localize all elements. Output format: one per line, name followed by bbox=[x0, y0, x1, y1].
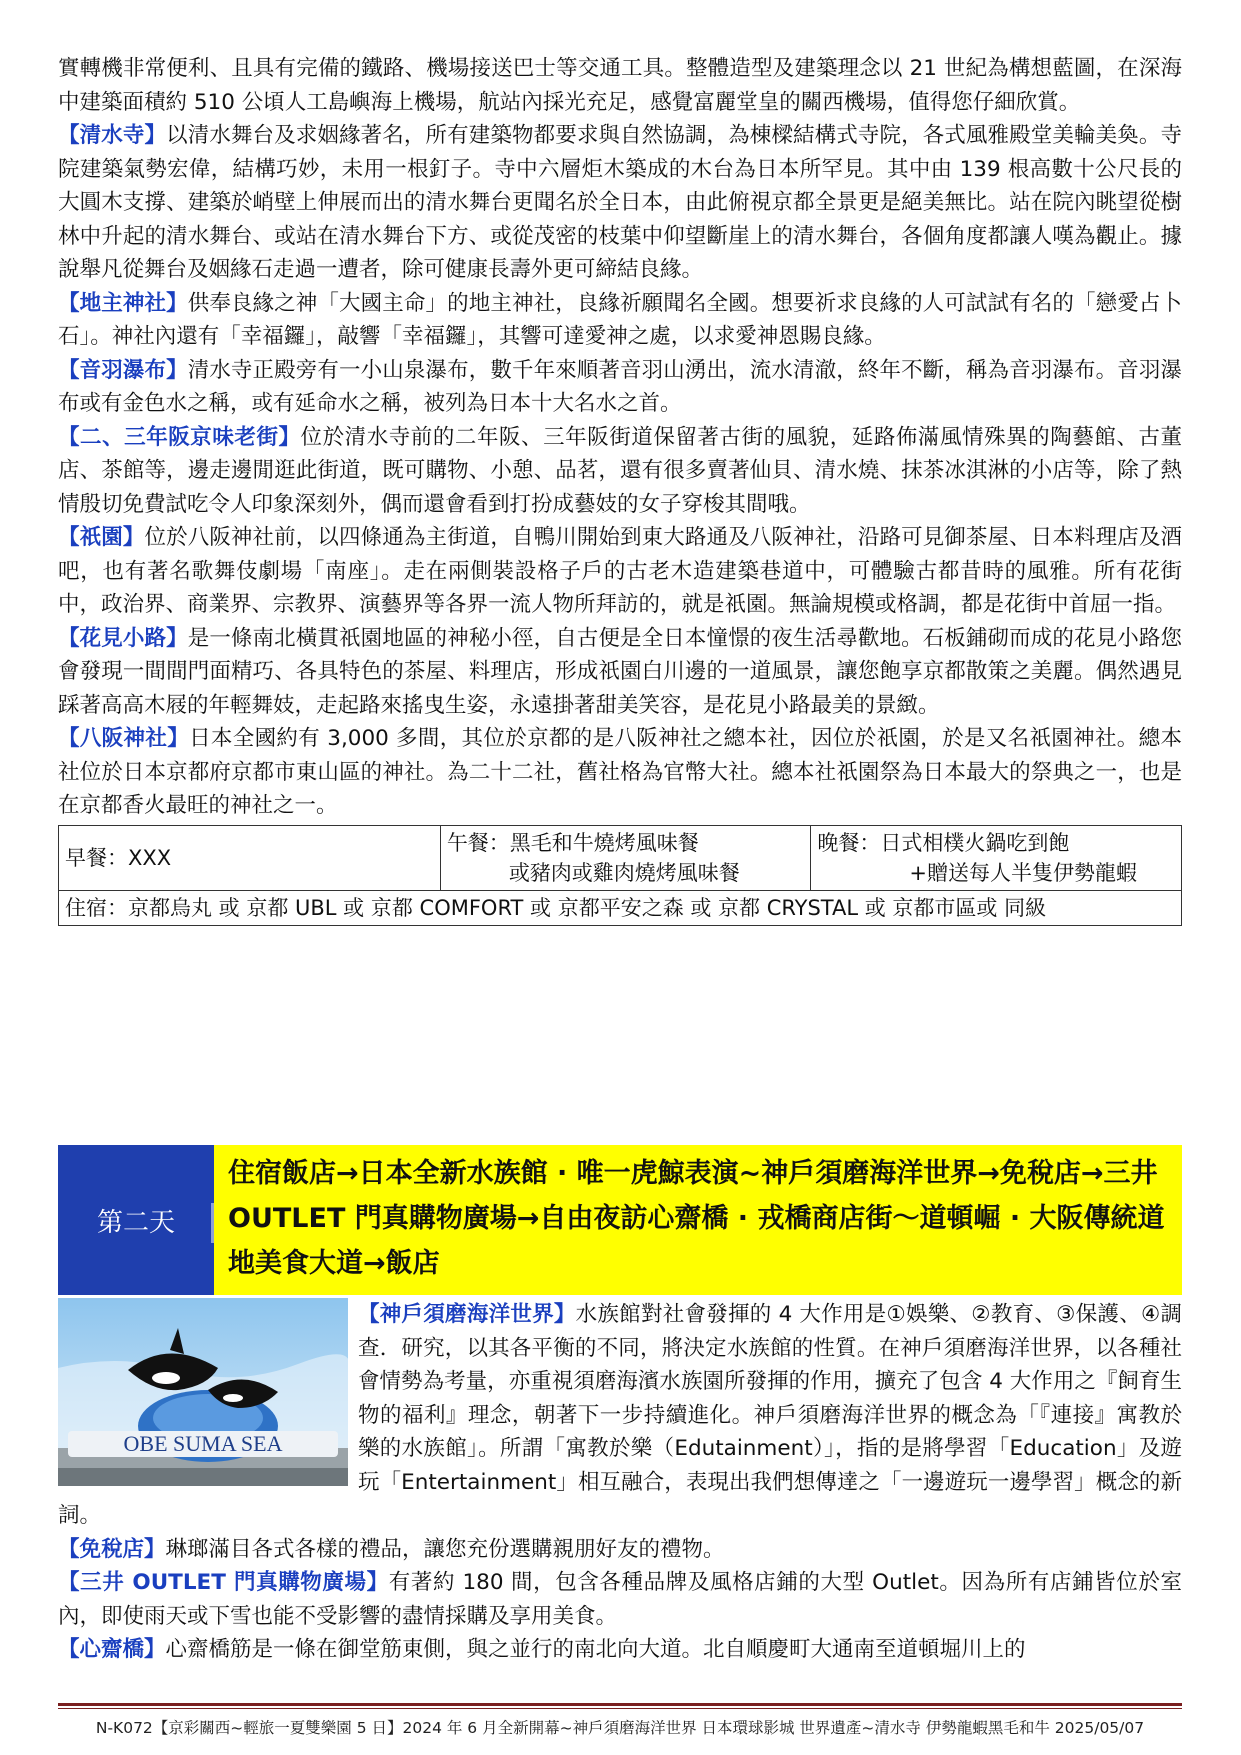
day1-content bbox=[58, 52, 1182, 926]
day-label bbox=[58, 1145, 214, 1295]
section-title: 【免稅店】 bbox=[58, 1536, 166, 1562]
photo-spacer bbox=[58, 1298, 358, 1496]
footer-divider bbox=[58, 1708, 1182, 1709]
lunch-line: 或豬肉或雞肉燒烤風味餐 bbox=[508, 860, 740, 885]
section-title: 【祇園】 bbox=[58, 525, 145, 550]
day2-banner bbox=[58, 1145, 1182, 1295]
lunch-line: 午餐：黑毛和牛燒烤風味餐 bbox=[446, 830, 699, 855]
lodging-cell: 住宿：京都烏丸 或 京都 UBL 或 京都 COMFORT 或 京都平安之森 或 京都 CRYSTAL 或 京都市區或 同級 bbox=[59, 890, 1182, 925]
section-title: 【花見小路】 bbox=[58, 625, 188, 651]
section-kiyomizu bbox=[58, 119, 1182, 287]
section-otowa bbox=[58, 354, 1182, 421]
section-text: 日本全國約有 3,000 多間，其位於京都的是八阪神社之總本社，因位於祇園，於是又名祇園神社。總本社位於日本京都府京都市東山區的神社。為二十二社，舊社格為官幣大社。總本社祇園祭為日本最大的祭典之一，也是在京都香火最旺的神社之一。 bbox=[58, 726, 1182, 818]
section-mitsui-outlet bbox=[58, 1566, 1182, 1633]
section-text: 位於八阪神社前，以四條通為主街道，自鴨川開始到東大路通及八阪神社，沿路可見御茶屋、日本料理店及酒吧，也有著名歌舞伎劇場「南座」。走在兩側裝設格子戶的古老木造建築巷道中，可體驗古都昔時的風雅。所有花街中，政治界、商業界、宗教界、演藝界等各界一流人物所拜訪的，就是祇園。無論規模或格調，都是花街中首屈一指。 bbox=[58, 525, 1182, 617]
meals-table bbox=[58, 825, 1182, 926]
section-title: 【八阪神社】 bbox=[58, 726, 190, 751]
footer-divider bbox=[58, 1703, 1182, 1706]
section-yasaka bbox=[58, 722, 1182, 823]
section-title: 【二、三年阪京味老街】 bbox=[58, 424, 301, 450]
day-label-text: 第二天 bbox=[96, 1207, 175, 1238]
section-text: 清水寺正殿旁有一小山泉瀑布，數千年來順著音羽山湧出，流水清澈，終年不斷，稱為音羽瀑布。音羽瀑布或有金色水之稱，或有延命水之稱，被列為日本十大名水之首。 bbox=[58, 357, 1182, 416]
section-text: 供奉良緣之神「大國主命」的地主神社，良緣祈願聞名全國。想要祈求良緣的人可試試有名的「戀愛占卜石」。神社內還有「幸福鑼」，敲響「幸福鑼」，其響可達愛神之處，以求愛神恩賜良緣。 bbox=[58, 290, 1182, 349]
section-title: 【三井 OUTLET 門真購物廣場】 bbox=[58, 1570, 389, 1595]
section-text: 有著約 180 間，包含各種品牌及風格店鋪的大型 Outlet。因為所有店鋪皆位於室內，即使雨天或下雪也能不受影響的盡情採購及享用美食。 bbox=[58, 1570, 1182, 1629]
section-text: 心齋橋筋是一條在御堂筋東側，與之並行的南北向大道。北自順慶町大通南至道頓堀川上的 bbox=[165, 1637, 1026, 1662]
section-jishu bbox=[58, 287, 1182, 354]
section-title: 【心齋橋】 bbox=[58, 1637, 166, 1662]
section-title: 【地主神社】 bbox=[58, 290, 188, 316]
page-footer: N-K072【京彩關西~輕旅一夏雙樂園 5 日】2024 年 6 月全新開幕~神戶須磨海洋世界 日本環球影城 世界遺產~清水寺 伊勢龍蝦黑毛和牛 2025/05/07 bbox=[95, 1719, 1145, 1737]
section-title: 【神戶須磨海洋世界】 bbox=[358, 1302, 576, 1327]
day-itinerary-title: 住宿飯店→日本全新水族館 · 唯一虎鯨表演~神戶須磨海洋世界→免稅店→三井 OUTLET 門真購物廣場→自由夜訪心齋橋 · 戎橋商店街～道頓崛 · 大阪傳統道地美食大道→飯店 bbox=[214, 1145, 1182, 1295]
breakfast-cell: 早餐：XXX bbox=[59, 825, 441, 890]
section-ninenzaka bbox=[58, 421, 1182, 522]
dinner-line: 晚餐：日式相樸火鍋吃到飽 bbox=[817, 830, 1070, 855]
intro-paragraph: 實轉機非常便利、且具有完備的鐵路、機場接送巴士等交通工具。整體造型及建築理念以 21 世紀為構想藍圖，在深海中建築面積約 510 公頃人工島嶼海上機場，航站內採光充足，感覺富麗堂皇的關西機場，值得您仔細欣賞。 bbox=[58, 56, 1182, 115]
lodging-row bbox=[59, 890, 1182, 925]
section-title: 【音羽瀑布】 bbox=[58, 357, 188, 383]
lunch-cell bbox=[440, 825, 811, 890]
day-label-divider bbox=[211, 1203, 214, 1243]
section-text: 以清水舞台及求姻緣著名，所有建築物都要求與自然協調，為棟樑結構式寺院，各式風雅殿堂美輪美奐。寺院建築氣勢宏偉，結構巧妙，未用一根釘子。寺中六層炬木築成的木台為日本所罕見。其中由 139 根高數十公尺長的大圓木支撐、建築於峭壁上伸展而出的清水舞台更聞名於全日本，由此俯視京都全景更是絕美無比。站在院內眺望從樹林中升起的清水舞台、或站在清水舞台下方、或從茂密的枝葉中仰望斷崖上的清水舞台，各個角度都讓人嘆為觀止。據說舉凡從舞台及姻緣石走過一遭者，除可健康長壽外更可締結良緣。 bbox=[58, 123, 1182, 282]
section-text: 是一條南北橫貫祇園地區的神秘小徑，自古便是全日本憧憬的夜生活尋歡地。石板鋪砌而成的花見小路您會發現一間間門面精巧、各具特色的茶屋、料理店，形成祇園白川邊的一道風景，讓您飽享京都散策之美麗。偶然遇見踩著高高木屐的年輕舞妓，走起路來搖曳生姿，永遠掛著甜美笑容，是花見小路最美的景緻。 bbox=[58, 625, 1182, 718]
dinner-line: +贈送每人半隻伊勢龍蝦 bbox=[909, 860, 1137, 885]
day2-content bbox=[58, 1298, 1182, 1667]
section-title: 【清水寺】 bbox=[58, 123, 167, 148]
image-sign-text: OBE SUMA SEA bbox=[123, 1431, 283, 1456]
section-hanamikoji bbox=[58, 622, 1182, 723]
section-duty-free bbox=[58, 1533, 1182, 1567]
section-gion bbox=[58, 521, 1182, 622]
section-text: 位於清水寺前的二年阪、三年阪街道保留著古街的風貌，延路佈滿風情殊異的陶藝館、古董店、茶館等，邊走邊閒逛此街道，既可購物、小憩、品茗，還有很多賣著仙貝、清水燒、抹茶冰淇淋的小店等，除了熱情殷切免費試吃令人印象深刻外，偶而還會看到打扮成藝妓的女子穿梭其間哦。 bbox=[58, 424, 1182, 517]
section-text: 水族館對社會發揮的 4 大作用是①娛樂、②教育、③保護、④調查．研究，以其各平衡的不同，將決定水族館的性質。在神戶須磨海洋世界，以各種社會情勢為考量，亦重視須磨海濱水族園所發揮的作用，擴充了包含 4 大作用之『飼育生物的福利』理念，朝著下一步持續進化。神戶須磨海洋世界的概念為「『連接』寓教於樂的水族館」。所謂「寓教於樂（Edutainment）」，指的是將學習「Education」及遊玩「Entertainment」相互融合，表現出我們想傳達之「一邊遊玩一邊學習」概念的新詞。 bbox=[58, 1302, 1182, 1528]
section-text: 琳瑯滿目各式各樣的禮品，讓您充份選購親朋好友的禮物。 bbox=[165, 1536, 725, 1562]
dinner-cell bbox=[811, 825, 1182, 890]
meals-row bbox=[59, 825, 1182, 890]
section-shinsaibashi bbox=[58, 1633, 1182, 1667]
